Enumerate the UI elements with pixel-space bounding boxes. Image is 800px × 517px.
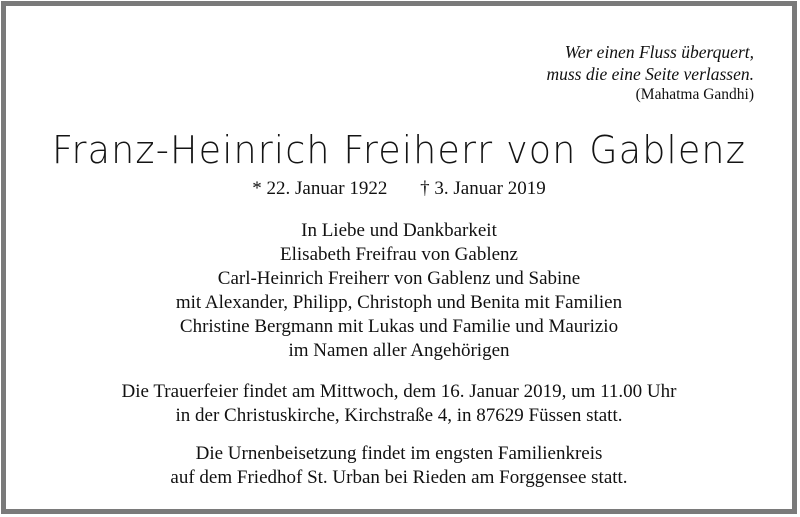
- birth-date: * 22. Januar 1922: [252, 178, 388, 199]
- mourners-line: Christine Bergmann mit Lukas und Familie und Maurizio: [179, 316, 619, 337]
- obituary-frame: [1, 1, 797, 514]
- mourners-line: im Namen aller Angehörigen: [288, 340, 510, 361]
- mourners-line: Carl-Heinrich Freiherr von Gablenz und Sabine: [217, 268, 581, 289]
- quote-author: (Mahatma Gandhi): [635, 86, 754, 103]
- death-date: † 3. Januar 2019: [420, 178, 546, 199]
- ceremony-line: in der Christuskirche, Kirchstraße 4, in 87629 Füssen statt.: [175, 405, 623, 426]
- burial-notice: [6, 442, 792, 490]
- burial-line: auf dem Friedhof St. Urban bei Rieden am Forggensee statt.: [170, 467, 628, 488]
- epigraph-quote: [546, 41, 754, 105]
- mourners-line: mit Alexander, Philipp, Christoph und Benita mit Familien: [175, 292, 623, 313]
- ceremony-notice: [6, 380, 792, 428]
- ceremony-line: Die Trauerfeier findet am Mittwoch, dem 16. Januar 2019, um 11.00 Uhr: [121, 381, 677, 402]
- burial-line: Die Urnenbeisetzung findet im engsten Familienkreis: [195, 443, 603, 464]
- mourners-line: Elisabeth Freifrau von Gablenz: [280, 244, 518, 265]
- mourners-list: [6, 219, 792, 363]
- quote-line-1: Wer einen Fluss überquert,: [564, 42, 754, 62]
- quote-line-2: muss die eine Seite verlassen.: [546, 64, 754, 84]
- life-dates: [6, 178, 792, 200]
- mourners-line: In Liebe und Dankbarkeit: [301, 220, 497, 241]
- deceased-name: Franz-Heinrich Freiherr von Gablenz: [52, 128, 746, 172]
